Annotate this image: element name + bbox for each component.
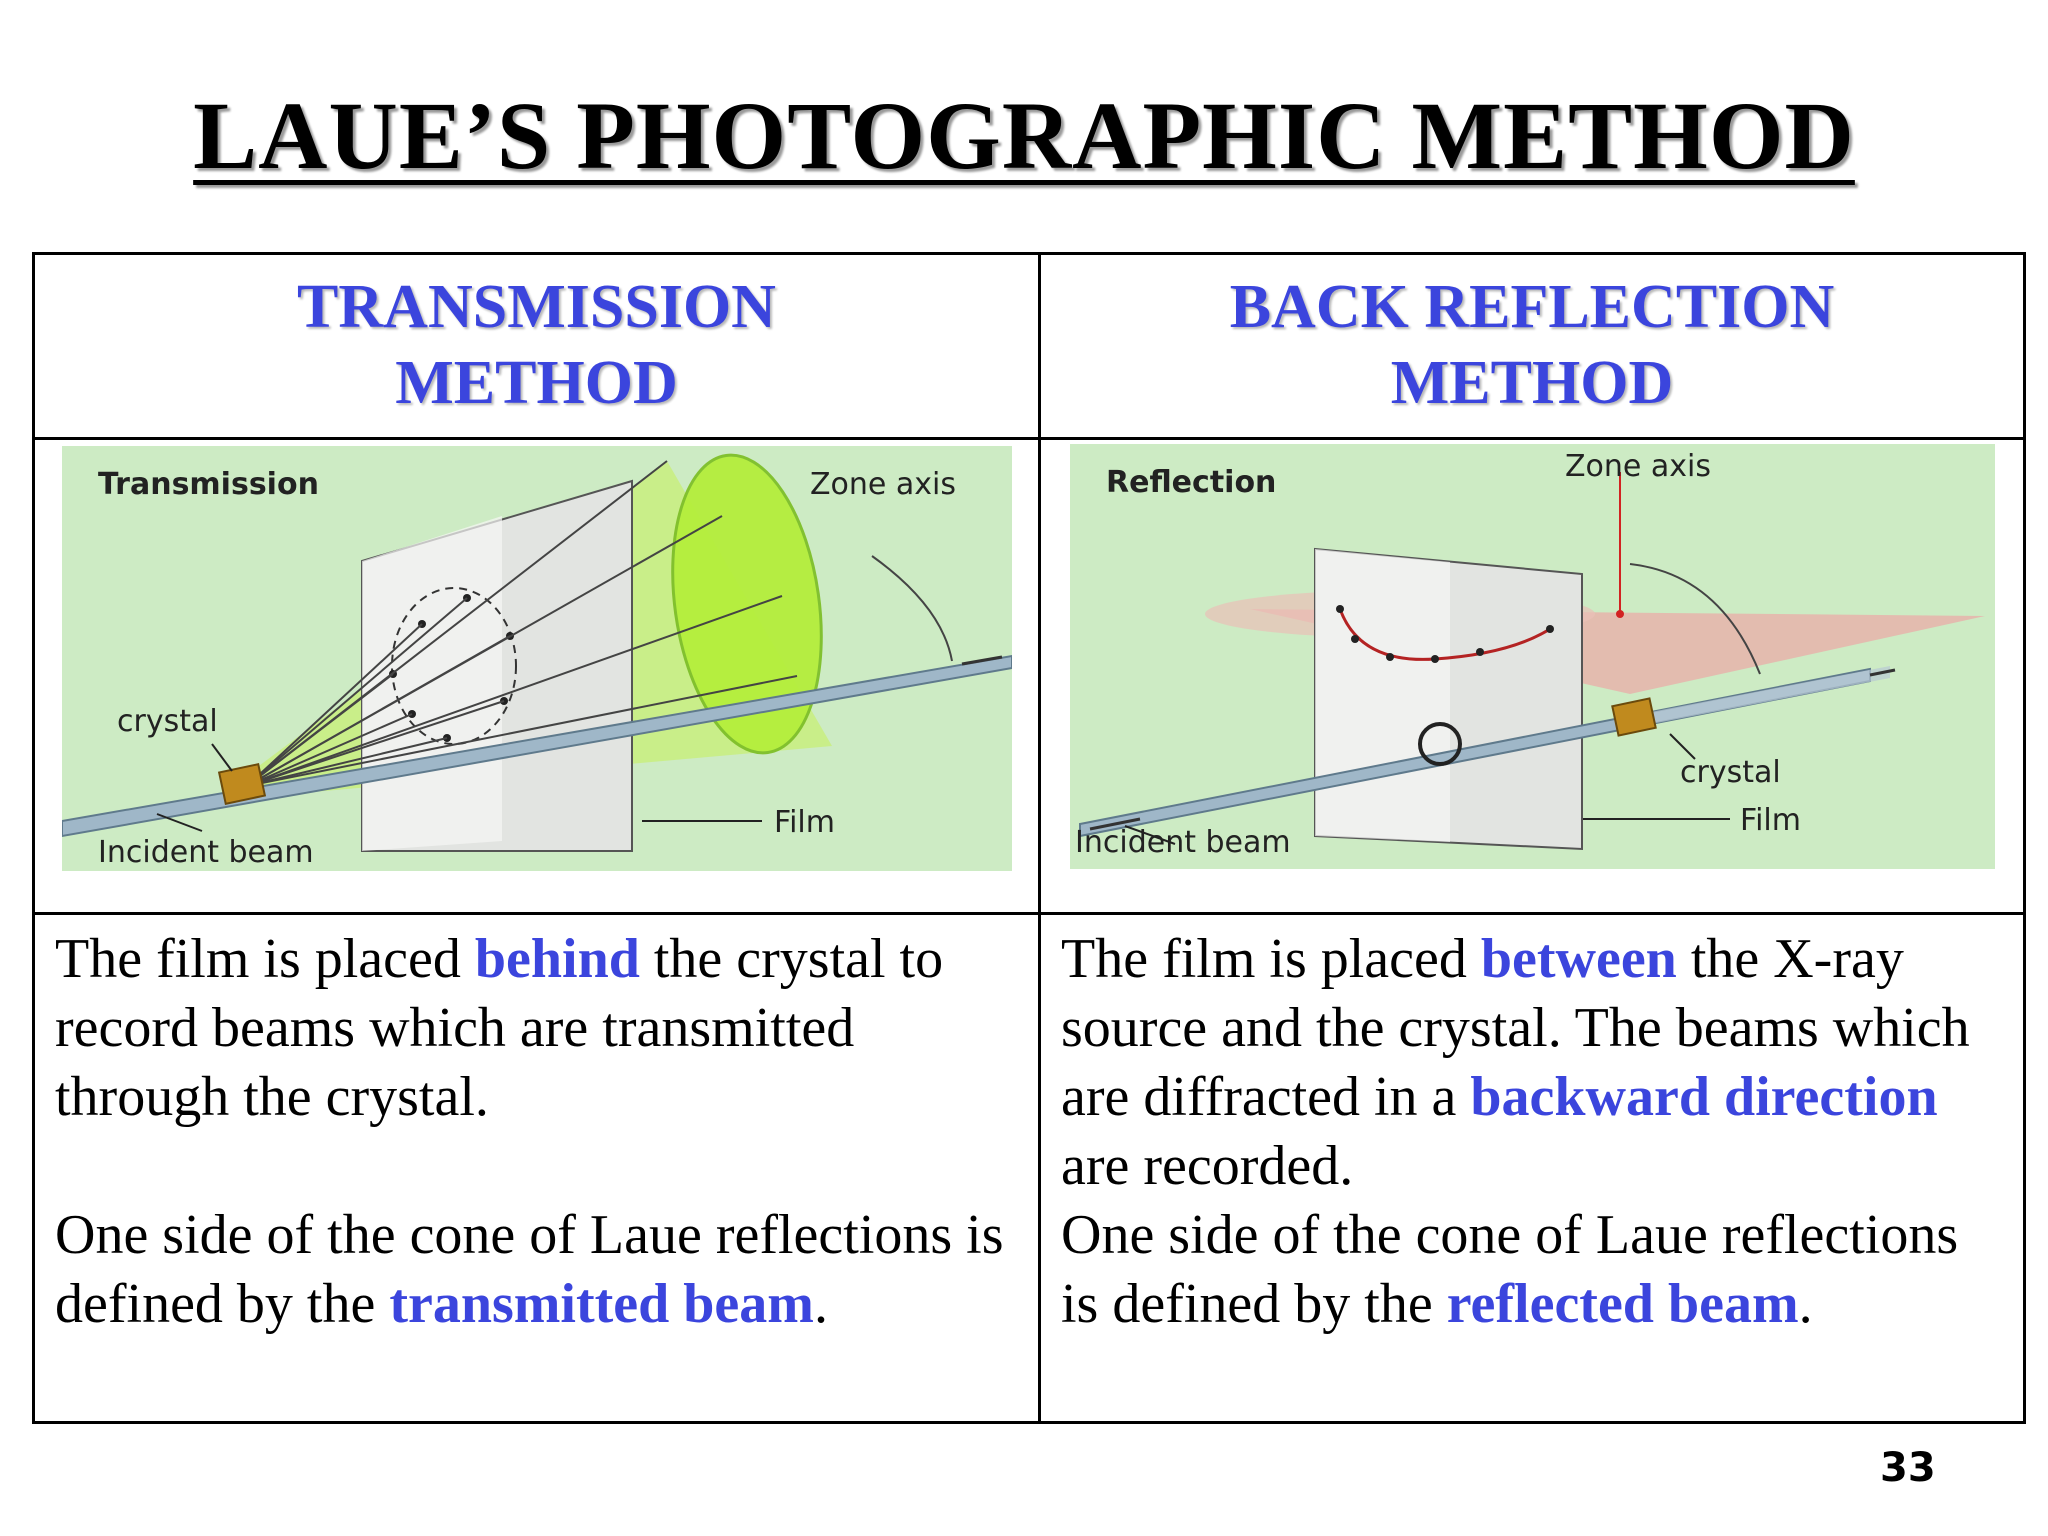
text-row [34, 914, 2025, 1423]
page-number: 33 [1880, 1445, 1936, 1491]
transmission-text-cell [34, 914, 1040, 1423]
reflection-paragraph-2 [1061, 1201, 2005, 1339]
transmission-header: TRANSMISSION METHOD [297, 273, 776, 417]
text-run: the X-ray source and the crystal. The beams which are diffracted in a [1061, 928, 1970, 1128]
reflection-crystal-label: crystal [1679, 755, 1781, 790]
transmission-crystal-label: crystal [116, 704, 218, 739]
text-run: . [813, 1273, 828, 1335]
highlight-backward-direction: backward direction [1470, 1066, 1938, 1128]
highlight-between: between [1480, 928, 1677, 990]
transmission-header-cell [34, 254, 1040, 439]
transmission-zone-axis-label: Zone axis [809, 467, 956, 502]
transmission-diagram [62, 446, 1012, 871]
transmission-incident-beam-label: Incident beam [97, 835, 314, 870]
transmission-paragraph-1 [55, 925, 1020, 1132]
transmission-figure-title: Transmission [97, 467, 319, 502]
text-run: are recorded. [1061, 1135, 1354, 1197]
text-run: The film is placed [55, 928, 475, 990]
reflection-figure-cell [1040, 439, 2025, 914]
slide-title: LAUE’S PHOTOGRAPHIC METHOD [193, 82, 1855, 189]
highlight-reflected-beam: reflected beam [1446, 1273, 1799, 1335]
reflection-figure-title: Reflection [1105, 465, 1276, 500]
transmission-paragraph-2 [55, 1201, 1020, 1339]
transmission-film-label: Film [773, 805, 835, 840]
text-run: . [1798, 1273, 1813, 1335]
reflection-diagram [1070, 444, 1995, 869]
highlight-transmitted-beam: transmitted beam [389, 1273, 814, 1335]
reflection-incident-beam-label: Incident beam [1074, 825, 1291, 860]
highlight-behind: behind [474, 928, 640, 990]
text-run: the crystal to record beams which are transmitted through the crystal. [55, 928, 944, 1128]
reflection-text-cell [1040, 914, 2025, 1423]
reflection-film-label: Film [1739, 803, 1801, 838]
text-run: One side of the cone of Laue reflections is defined by the [1061, 1204, 1959, 1335]
text-run: One side of the cone of Laue reflections is defined by the [55, 1204, 1004, 1335]
reflection-header: BACK REFLECTION METHOD [1229, 273, 1835, 417]
reflection-zone-axis-label: Zone axis [1564, 449, 1711, 484]
text-run: The film is placed [1061, 928, 1481, 990]
reflection-paragraph-1 [1061, 925, 2005, 1201]
paragraph-gap [55, 1132, 1020, 1201]
reflection-header-cell [1040, 254, 2025, 439]
header-row [34, 254, 2025, 439]
comparison-table [32, 252, 2026, 1424]
transmission-figure-cell [34, 439, 1040, 914]
figure-row [34, 439, 2025, 914]
